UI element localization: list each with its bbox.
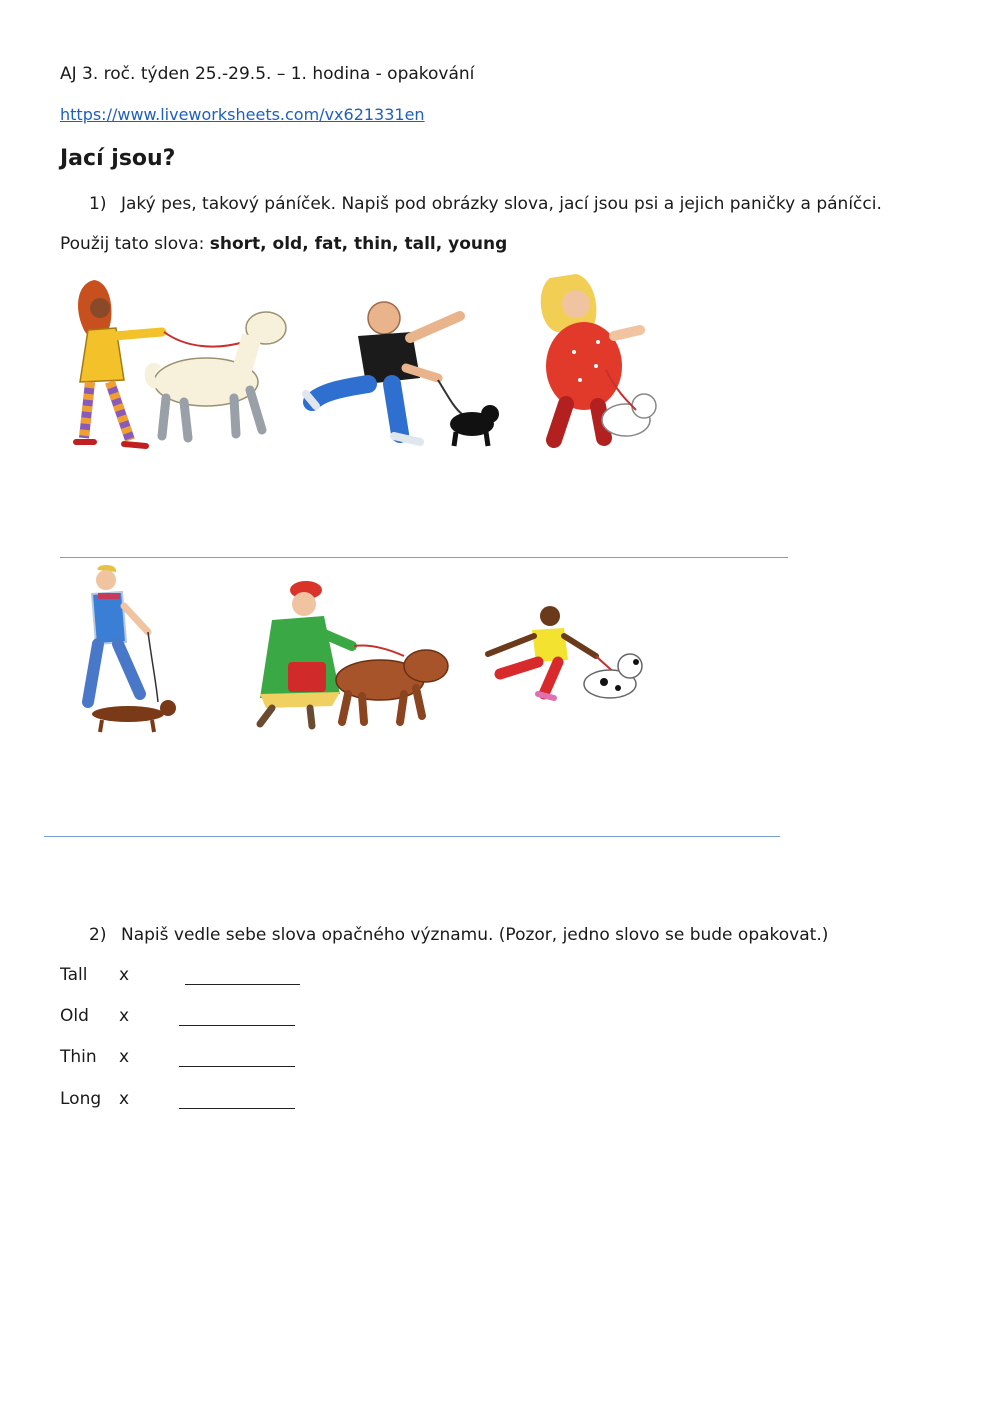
old-woman-with-bloodhound-illustration — [200, 576, 462, 732]
woman-with-poodle-illustration — [66, 270, 302, 460]
worksheet-title: AJ 3. roč. týden 25.-29.5. – 1. hodina - opakování — [60, 64, 475, 84]
task1-number: 1) — [89, 194, 107, 214]
task2-number: 2) — [89, 925, 107, 945]
opposite-blank-4[interactable] — [179, 1107, 295, 1109]
wordbank-prefix: Použij tato slova: — [60, 234, 210, 254]
opposite-blank-2[interactable] — [179, 1024, 295, 1026]
opposite-word-3: Thin — [60, 1047, 97, 1067]
opposite-word-1: Tall — [60, 965, 88, 985]
answer-line-row2[interactable] — [44, 836, 780, 837]
fat-woman-with-terrier-illustration — [536, 270, 666, 460]
opposite-word-2: Old — [60, 1006, 89, 1026]
task2-instructions: Napiš vedle sebe slova opačného významu. (Pozor, jedno slovo se bude opakovat.) — [121, 925, 829, 945]
wordbank-words: short, old, fat, thin, tall, young — [209, 234, 508, 254]
page-heading: Jací jsou? — [60, 146, 176, 171]
task1-instructions: Jaký pes, takový páníček. Napiš pod obrázky slova, jací jsou psi a jejich paničky a páníčci. — [121, 194, 882, 214]
opposite-blank-1[interactable] — [185, 983, 300, 985]
opposite-blank-3[interactable] — [179, 1065, 295, 1067]
opposite-word-4: Long — [60, 1089, 102, 1109]
opposite-separator-3: x — [119, 1047, 130, 1067]
tall-man-with-dachshund-illustration — [68, 562, 184, 738]
answer-line-row1[interactable] — [60, 557, 788, 558]
opposite-separator-2: x — [119, 1006, 130, 1026]
task1-wordbank — [60, 234, 507, 254]
boy-with-puppy-illustration — [478, 600, 650, 710]
opposite-separator-4: x — [119, 1089, 130, 1109]
man-with-scottie-illustration — [302, 296, 508, 456]
worksheet-link[interactable]: https://www.liveworksheets.com/vx621331en — [60, 105, 425, 124]
opposite-separator-1: x — [119, 965, 130, 985]
